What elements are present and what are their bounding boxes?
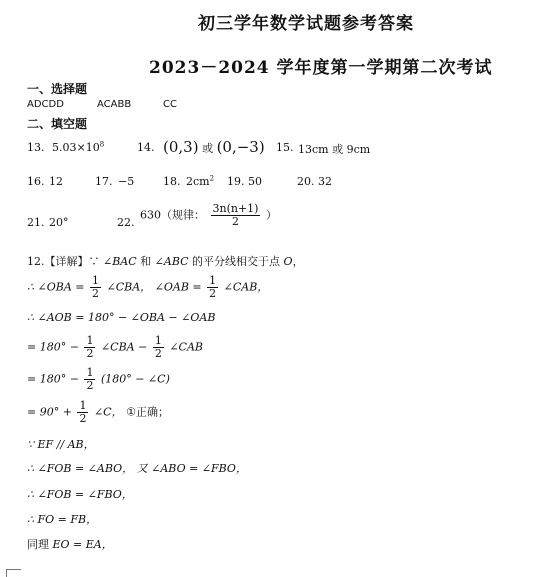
line8-b: 又 ∠ABO = ∠FBO，: [136, 462, 247, 475]
q18-answer: [186, 175, 214, 188]
q13-answer-base: 5.03×10: [52, 141, 100, 154]
q22-fraction-denominator: 2: [231, 215, 239, 228]
line5-frac-den: 2: [86, 379, 94, 392]
line2-frac2-num: 1: [209, 274, 217, 287]
q19-number: 19.: [227, 175, 245, 188]
doc-subtitle: 2023－2024 学年度第一学期第二次考试: [149, 58, 493, 78]
doc-title: 初三学年数学试题参考答案: [198, 14, 414, 34]
line4-fraction-2: [153, 335, 164, 360]
line8-a: ∴ ∠FOB = ∠ABO，: [27, 462, 134, 475]
q21-number: 21.: [27, 216, 45, 229]
q18-answer-base: 2cm: [186, 175, 210, 188]
q20-number: 20.: [297, 175, 315, 188]
solution-line-7: ∵ EF // AB，: [27, 438, 95, 451]
q22-number: 22.: [117, 216, 135, 229]
line4-frac1-den: 2: [86, 347, 94, 360]
line2-frac1-num: 1: [91, 274, 99, 287]
choice-answers-3: CC: [163, 99, 177, 110]
line4-frac2-num: 1: [154, 334, 162, 347]
section-fill-heading: 二、填空题: [27, 117, 88, 131]
q16-answer: 12: [49, 175, 63, 188]
q15-number: 15.: [276, 141, 294, 154]
q14-number: 14.: [137, 141, 155, 154]
solution-line-9: ∴ ∠FOB = ∠FBO，: [27, 488, 133, 501]
line4-frac2-den: 2: [154, 347, 162, 360]
solution-line-3: ∴ ∠AOB = 180° − ∠OBA − ∠OAB: [27, 311, 216, 324]
q22-answer-text: 630（规律：: [140, 208, 205, 222]
q14-point-2: (0,−3): [216, 138, 265, 156]
line5-b: (180° − ∠C): [100, 372, 170, 386]
line2-frac1-den: 2: [91, 287, 99, 300]
solution-line-10: ∴ FO = FB，: [27, 513, 98, 526]
q18-number: 18.: [163, 175, 181, 188]
q22-answer-close: ）: [265, 208, 277, 222]
line4-c: ∠CAB: [169, 340, 203, 354]
line6-c: ①正确；: [126, 405, 169, 419]
section-choice-heading: 一、选择题: [27, 82, 88, 96]
line6-frac-den: 2: [79, 412, 87, 425]
line5-fraction: [84, 367, 95, 392]
line11-a: 同理: [27, 538, 53, 551]
q20-answer: 32: [318, 175, 332, 188]
solution-line-4: [27, 335, 203, 360]
line6-frac-num: 1: [79, 399, 87, 412]
q19-answer: 50: [248, 175, 262, 188]
q14-answer: [163, 138, 265, 156]
line6-fraction: [77, 400, 88, 425]
solution-line-1: [27, 253, 304, 269]
line6-a: = 90° +: [27, 405, 72, 419]
solution-text-bisector: 的平分线相交于点: [188, 255, 284, 268]
solution-line-6: [27, 400, 169, 425]
line2-c: ∠CAB，: [223, 280, 269, 294]
solution-line-11: [27, 536, 113, 552]
solution-label: 12.【详解】∵: [27, 255, 103, 268]
solution-text-and: 和: [136, 255, 155, 268]
line5-frac-num: 1: [86, 366, 94, 379]
line4-frac1-num: 1: [86, 334, 94, 347]
solution-line-8: [27, 460, 247, 476]
line5-a: = 180° −: [27, 372, 79, 386]
line2-b: ∠CBA， ∠OAB =: [106, 280, 202, 294]
line4-a: = 180° −: [27, 340, 79, 354]
solution-text-comma: ，: [292, 255, 304, 268]
angle-bac: ∠BAC: [103, 255, 137, 268]
choice-answers-1: ADCDD: [27, 99, 64, 110]
point-o: O: [283, 255, 293, 268]
q13-answer: [52, 141, 104, 154]
line11-b: EO = EA，: [52, 538, 113, 551]
choice-answers-2: ACABB: [97, 99, 132, 110]
line4-fraction-1: [84, 335, 95, 360]
q14-or: 或: [202, 142, 214, 155]
line4-b: ∠CBA −: [100, 340, 148, 354]
q22-fraction: [211, 203, 261, 228]
q22-answer: [140, 203, 277, 228]
q22-fraction-numerator: 3n(n+1): [212, 202, 259, 215]
solution-line-5: [27, 367, 170, 392]
q13-number: 13.: [27, 141, 45, 154]
line2-frac2-den: 2: [209, 287, 217, 300]
q17-answer: −5: [118, 175, 135, 188]
q16-number: 16.: [27, 175, 45, 188]
line2-a: ∴ ∠OBA =: [27, 280, 85, 294]
solution-line-2: [27, 275, 268, 300]
q13-answer-exponent: 8: [99, 140, 105, 149]
q17-number: 17.: [95, 175, 113, 188]
line2-fraction-1: [90, 275, 101, 300]
q15-answer: 13cm 或 9cm: [298, 143, 371, 156]
line6-b: ∠C，: [93, 405, 123, 419]
q21-answer: 20°: [49, 216, 69, 229]
q18-answer-exponent: 2: [209, 174, 215, 183]
angle-abc: ∠ABC: [154, 255, 189, 268]
line2-fraction-2: [207, 275, 218, 300]
q14-point-1: (0,3): [163, 138, 199, 156]
